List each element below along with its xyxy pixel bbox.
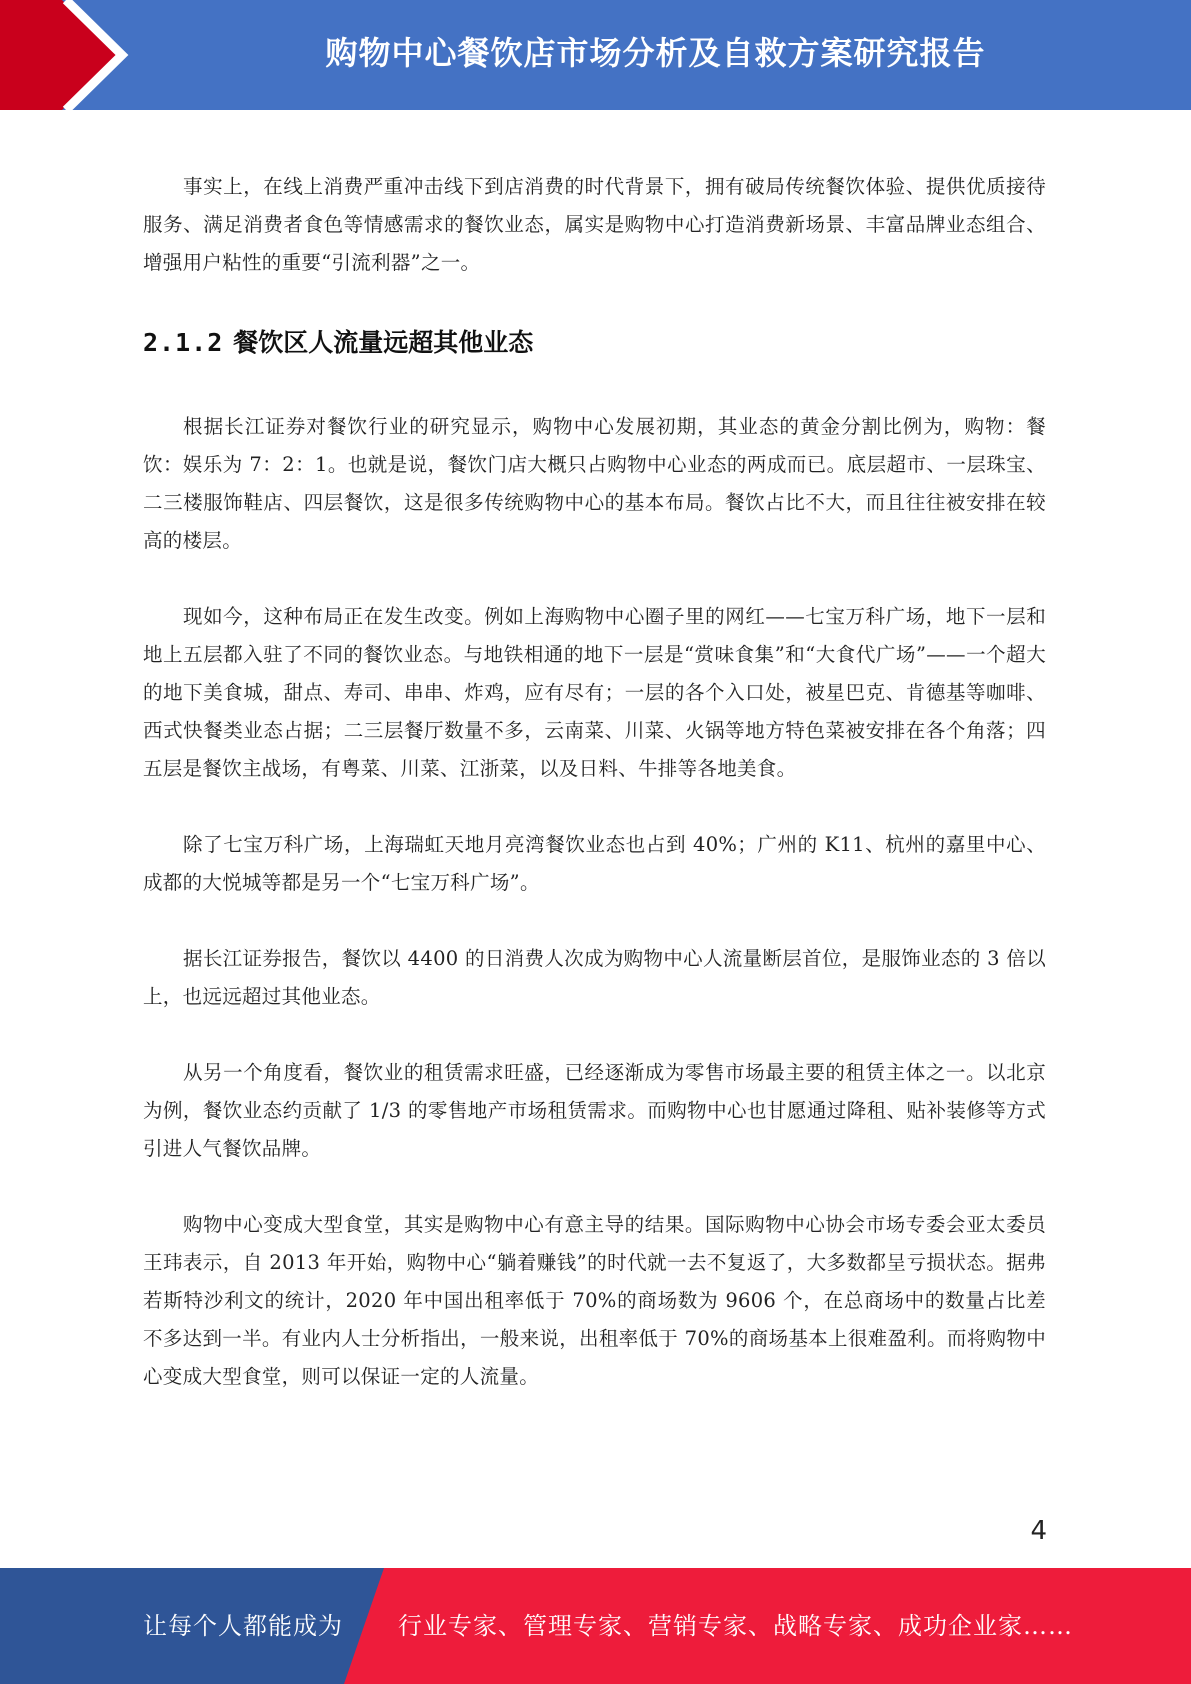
- intro-paragraph: 事实上，在线上消费严重冲击线下到店消费的时代背景下，拥有破局传统餐饮体验、提供优质接待服务、满足消费者食色等情感需求的餐饮业态，属实是购物中心打造消费新场景、丰富品牌业态组合、增强用户粘性的重要“引流利器”之一。: [143, 175, 1046, 274]
- body-paragraph: 根据长江证券对餐饮行业的研究显示，购物中心发展初期，其业态的黄金分割比例为，购物：餐饮：娱乐为 7：2：1。也就是说，餐饮门店大概只占购物中心业态的两成而已。底层超市、一层珠宝、二三楼服饰鞋店、四层餐饮，这是很多传统购物中心的基本布局。餐饮占比不大，而且往往被安排在较高的楼层。: [143, 415, 1046, 552]
- body-paragraph: 购物中心变成大型食堂，其实是购物中心有意主导的结果。国际购物中心协会市场专委会亚太委员王玮表示，自 2013 年开始，购物中心“躺着赚钱”的时代就一去不复返了，大多数都呈亏损状态。据弗若斯特沙利文的统计，2020 年中国出租率低于 70%的商场数为 9606 个，在总商场中的数量占比差不多达到一半。有业内人士分析指出，一般来说，出租率低于 70%的商场基本上很难盈利。而将购物中心变成大型食堂，则可以保证一定的人流量。: [143, 1213, 1046, 1388]
- header-chevron-icon: [0, 0, 160, 110]
- section-heading: [143, 324, 1046, 362]
- body-paragraph: 从另一个角度看，餐饮业的租赁需求旺盛，已经逐渐成为零售市场最主要的租赁主体之一。以北京为例，餐饮业态约贡献了 1/3 的零售地产市场租赁需求。而购物中心也甘愿通过降租、贴补装修等方式引进人气餐饮品牌。: [143, 1061, 1046, 1160]
- section-heading-text: [143, 324, 1046, 362]
- body-paragraph: 据长江证券报告，餐饮以 4400 的日消费人次成为购物中心人流量断层首位，是服饰业态的 3 倍以上，也远远超过其他业态。: [143, 947, 1046, 1008]
- page-number: 4: [1030, 1516, 1047, 1546]
- body-paragraph: 现如今，这种布局正在发生改变。例如上海购物中心圈子里的网红——七宝万科广场，地下一层和地上五层都入驻了不同的餐饮业态。与地铁相通的地下一层是“赏味食集”和“大食代广场”——一个超大的地下美食城，甜点、寿司、串串、炸鸡，应有尽有；一层的各个入口处，被星巴克、肯德基等咖啡、西式快餐类业态占据；二三层餐厅数量不多，云南菜、川菜、火锅等地方特色菜被安排在各个角落；四五层是餐饮主战场，有粤菜、川菜、江浙菜，以及日料、牛排等各地美食。: [143, 605, 1046, 780]
- body-paragraph: 除了七宝万科广场，上海瑞虹天地月亮湾餐饮业态也占到 40%；广州的 K11、杭州的嘉里中心、成都的大悦城等都是另一个“七宝万科广场”。: [143, 833, 1046, 894]
- footer-slogan-left: 让每个人都能成为: [143, 1612, 343, 1640]
- section-title: 餐饮区人流量远超其他业态: [233, 328, 534, 357]
- report-title: 购物中心餐饮店市场分析及自救方案研究报告: [325, 34, 986, 72]
- section-number: 2.1.2: [143, 328, 224, 357]
- page-footer: [0, 1568, 1191, 1684]
- footer-slogan-right: 行业专家、管理专家、营销专家、战略专家、成功企业家……: [398, 1612, 1073, 1640]
- page-header: [0, 0, 1191, 110]
- document-body: [143, 168, 1046, 1396]
